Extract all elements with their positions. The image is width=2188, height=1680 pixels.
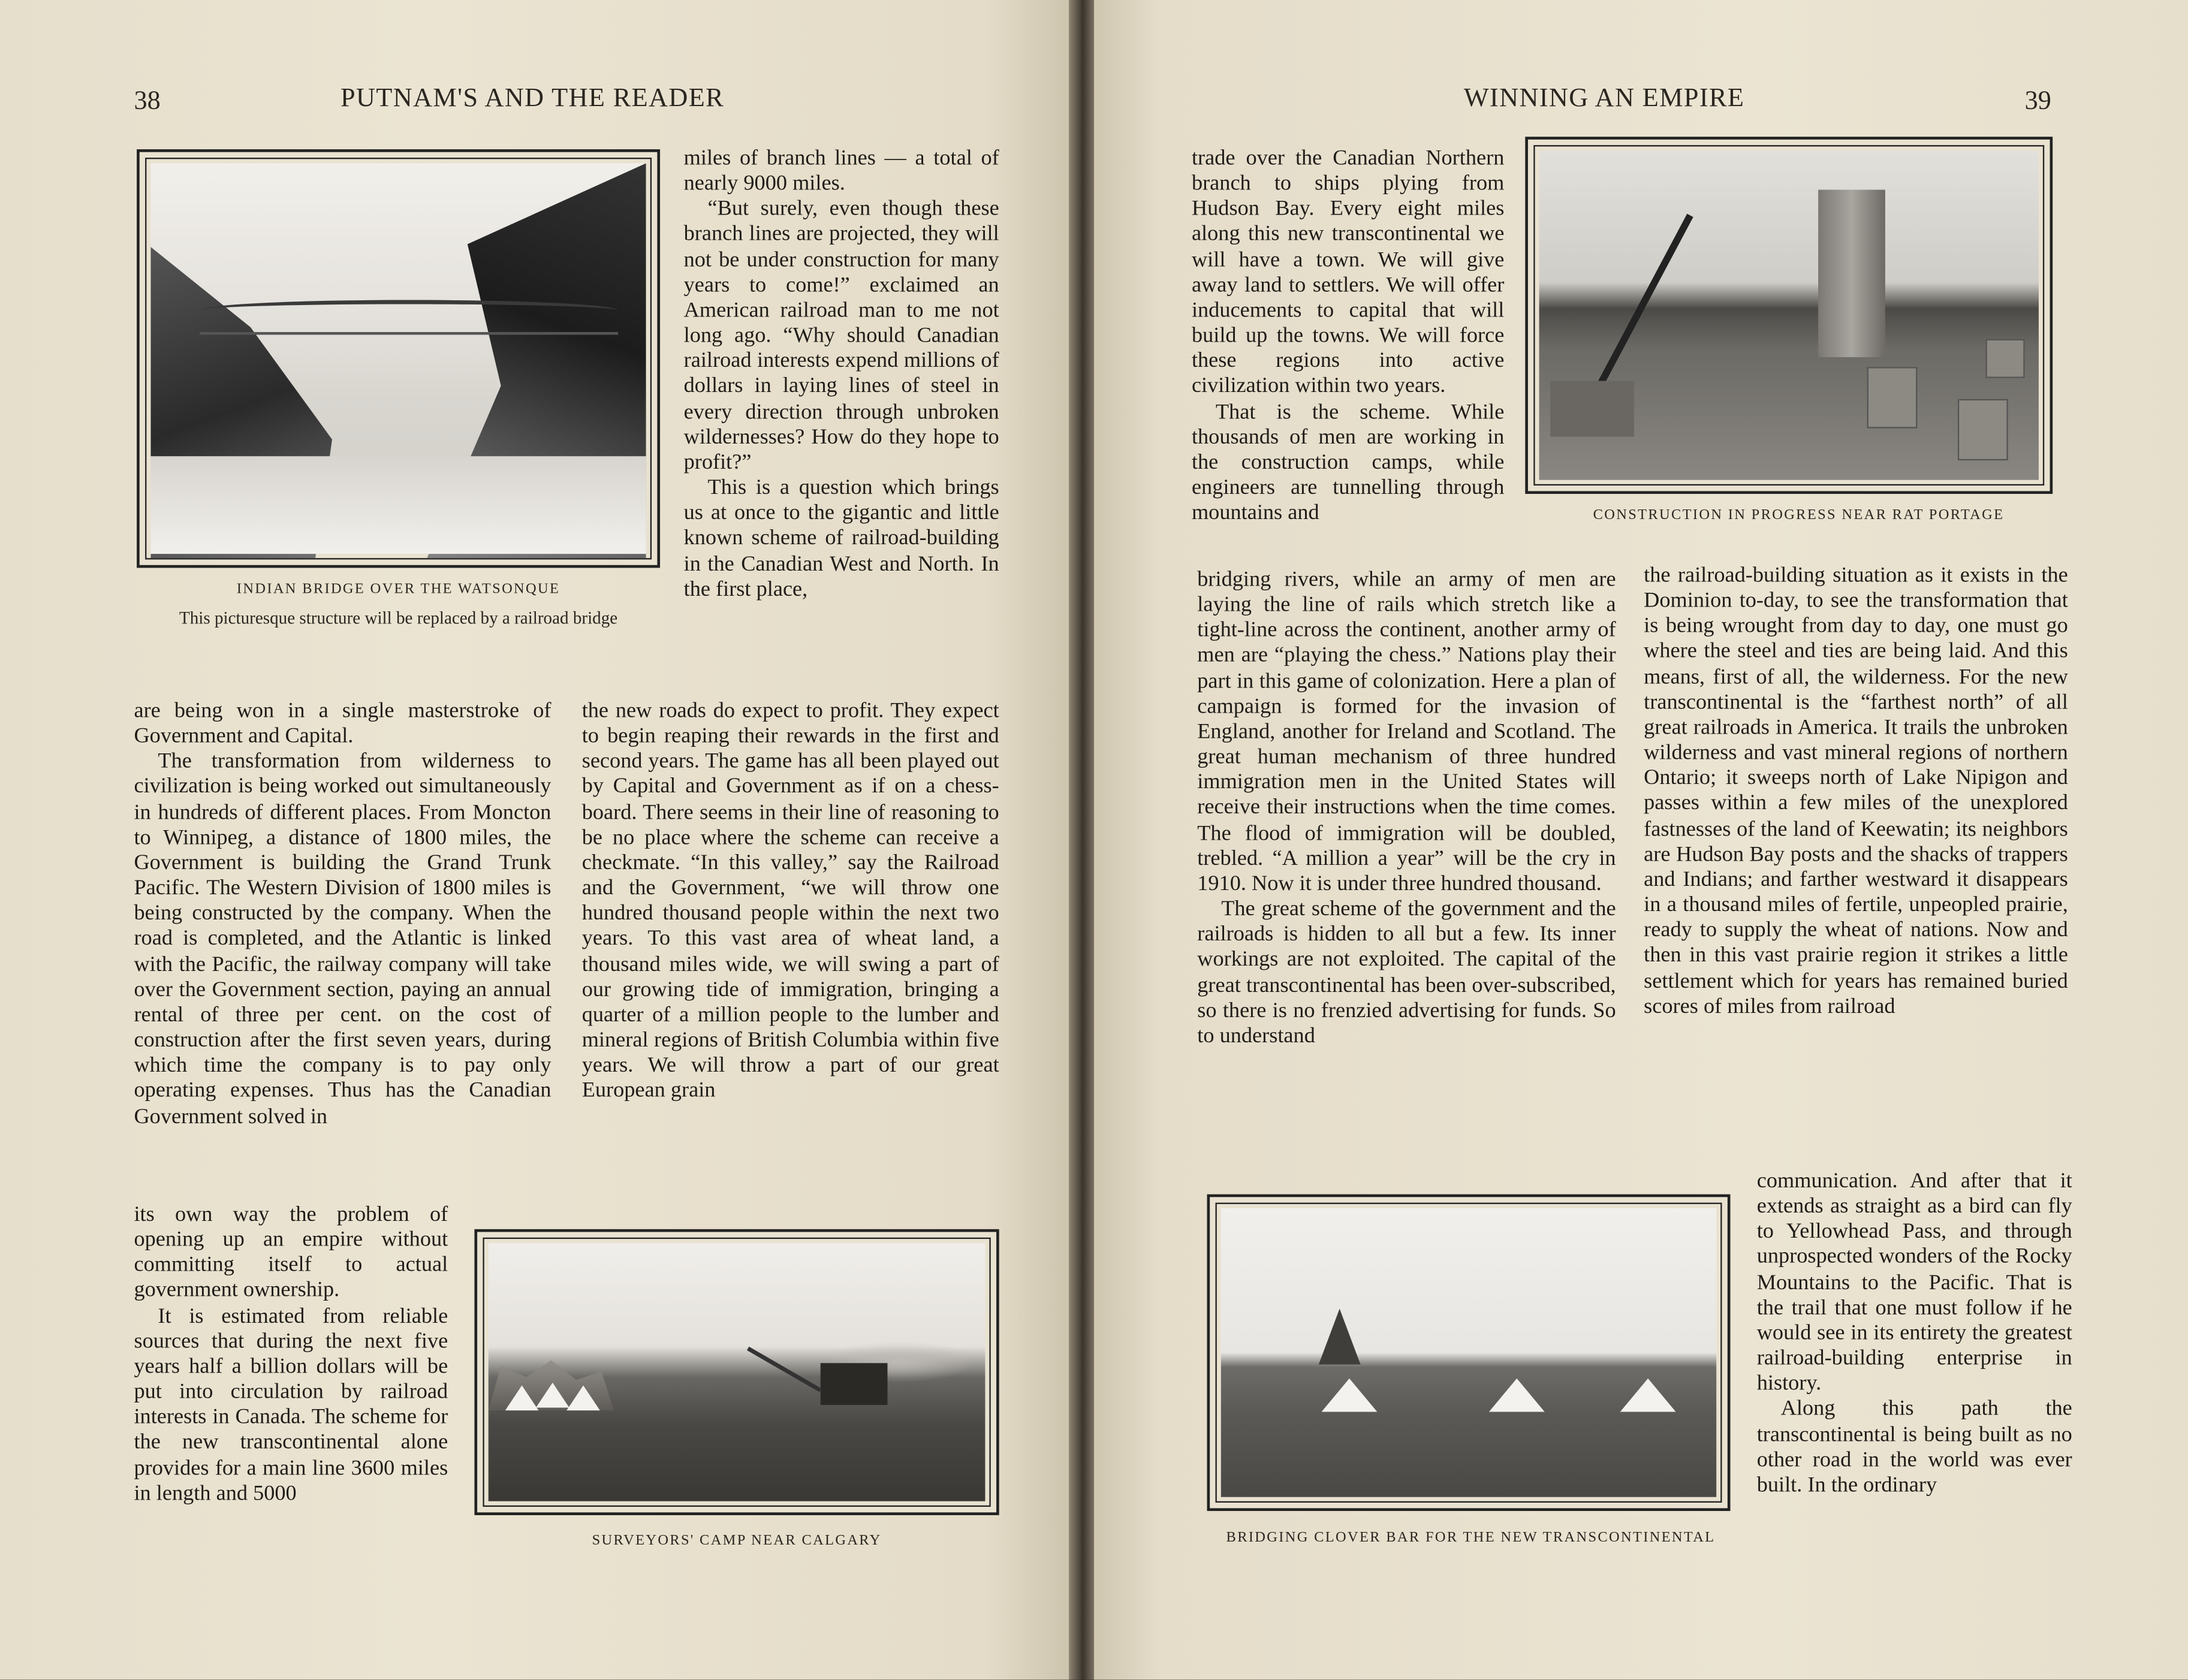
paragraph: The transformation from wilderness to civilization is being worked out simultaneously in hundreds of different places. From Moncton to Winnipeg, a distance of 1800 miles, the Government is building the Grand Trunk Pacific. The Western Division of 1800 miles is being constructed by the company. When the road is completed, and the Atlantic is linked with the Pacific, the railway company will take over the Government section, paying an annual rental of three per cent. on the cost of construction after the first seven years, during which time the company is to pay only operating expenses. Thus has the Canadian Government solved in [134,749,551,1129]
book-spine [1069,0,1097,1680]
right-page-column-narrow [1757,1169,2072,1498]
left-page-column-right-top [684,146,999,602]
right-page-column-left-top [1192,146,1504,526]
right-page-column-left-bottom [1197,568,1616,1049]
paragraph: its own way the problem of opening up an empire without committing itself to actual government ownership. [134,1202,448,1302]
photo-construction-rat-portage [1525,137,2053,494]
bridge-photo-image [150,163,646,554]
paragraph: communication. And after that it extends as straight as a bird can fly to Yellowhead Pass, and through unprospected wonders of the Rocky Mountains to the Pacific. That is the trail that one must follow if he would see in its entirety the greatest railroad-building enterprise in history. [1756,1169,2072,1396]
paragraph: are being won in a single masterstroke of Government and Capital. [134,699,551,749]
figure-caption: BRIDGING CLOVER BAR FOR THE NEW TRANSCONTINENTAL [1226,1530,1716,1546]
photo-surveyors-camp [474,1229,999,1515]
left-page [0,0,1072,1680]
paragraph: This is a question which brings us at once to the gigantic and little known scheme of railroad-building in the Canadian West and North. In the first place, [683,475,999,601]
left-page-column-narrow [134,1203,448,1507]
clover-bar-photo-image [1221,1208,1716,1497]
paragraph: the new roads do expect to profit. They expect to begin reaping their rewards in the first and second years. The game has all been played out by Capital and Government as if on a chess-board. There seems in their line of reasoning to be no place where the scheme can receive a checkmate. “In this valley,” say the Railroad and the Government, “we will throw one hundred thousand people within the next two years. To this vast area of wheat land, a thousand miles wide, we will swing a part of our growing tide of immigration, bringing a quarter of a million people to the lumber and mineral regions of British Columbia within five years. We will throw a part of our great European grain [581,699,999,1103]
figure-caption: INDIAN BRIDGE OVER THE WATSONQUE [236,581,560,598]
figure-caption: SURVEYORS' CAMP NEAR CALGARY [592,1533,882,1549]
right-page-column-right [1644,563,2068,1020]
photo-indian-bridge [137,149,660,568]
paragraph: The great scheme of the government and the railroads is hidden to all but a few. Its inner workings are not exploited. The capital of the great transcontinental has been over-subscribed, so there is no frenzied advertising for funds. So to understand [1197,897,1616,1048]
paragraph: the railroad-building situation as it exists in the Dominion to-day, to see the transformation that is being wrought from day to day, one must go where the steel and ties are being laid. And this means, first of all, the wilderness. For the new transcontinental is the “farthest north” of all great railroads in America. It trails the unbroken wilderness and vast mineral regions of northern Ontario; it sweeps north of Lake Nipigon and passes within a few miles of the unexplored fastnesses of the land of Keewatin; its neighbors are Hudson Bay posts and the shacks of trappers and Indians; and farther westward it disappears in a thousand miles of fertile, unpeopled prairie, ready to supply the wheat of nations. Now and then in this vast prairie region it strikes a little settlement which for years has remained buried scores of miles from railroad [1644,563,2068,1018]
construction-photo-image [1539,150,2039,479]
paragraph: miles of branch lines — a total of nearly 9000 miles. [683,146,999,196]
photo-clover-bar [1207,1195,1731,1511]
paragraph: bridging rivers, while an army of men are laying the line of rails which stretch like a tight-line across the continent, another army of men are “playing the chess.” Nations play their part in this game of colonization. Here a plan of campaign is formed for the invasion of England, another for Ireland and Scotland. The great human mechanism of three hundred immigration men in the United States will receive their instructions when the time comes. The flood of immigration will be doubled, trebled. “A million a year” will be the cry in 1910. Now it is under three hundred thousand. [1197,568,1616,896]
page-number: 38 [134,86,161,116]
left-page-column-right-bottom [582,699,999,1104]
paragraph: trade over the Canadian Northern branch to ships plying from Hudson Bay. Every eight miles along this new transcontinental we will have a town. We will give away land to settlers. We will offer inducements to capital that will build up the towns. We will force these regions into active civilization within two years. [1191,146,1505,399]
figure-caption: CONSTRUCTION IN PROGRESS NEAR RAT PORTAGE [1593,508,2005,523]
left-page-column-left [134,699,551,1129]
paragraph: Along this path the transcontinental is being built as no other road in the world was ever built. In the ordinary [1756,1397,2072,1497]
paragraph: That is the scheme. While thousands of men are working in the construction camps, while engineers are tunnelling through mountains and [1191,400,1505,525]
paragraph: “But surely, even though these branch lines are projected, they will not be under construction for many years to come!” exclaimed an American railroad man to me not long ago. “Why should Canadian railroad interests expend millions of dollars in laying lines of steel in every direction through unbroken wildernesses? How do they hope to profit?” [683,197,999,475]
camp-photo-image [489,1243,985,1501]
running-head: PUTNAM'S AND THE READER [340,83,725,113]
right-page [1094,0,2188,1680]
figure-subcaption: This picturesque structure will be replaced by a railroad bridge [179,608,618,628]
running-head: WINNING AN EMPIRE [1463,83,1745,113]
paragraph: It is estimated from reliable sources that during the next five years half a billion dollars will be put into circulation by railroad interests in Canada. The scheme for the new transcontinental alone provides for a main line 3600 miles in length and 5000 [134,1304,448,1506]
page-number: 39 [2024,86,2051,116]
